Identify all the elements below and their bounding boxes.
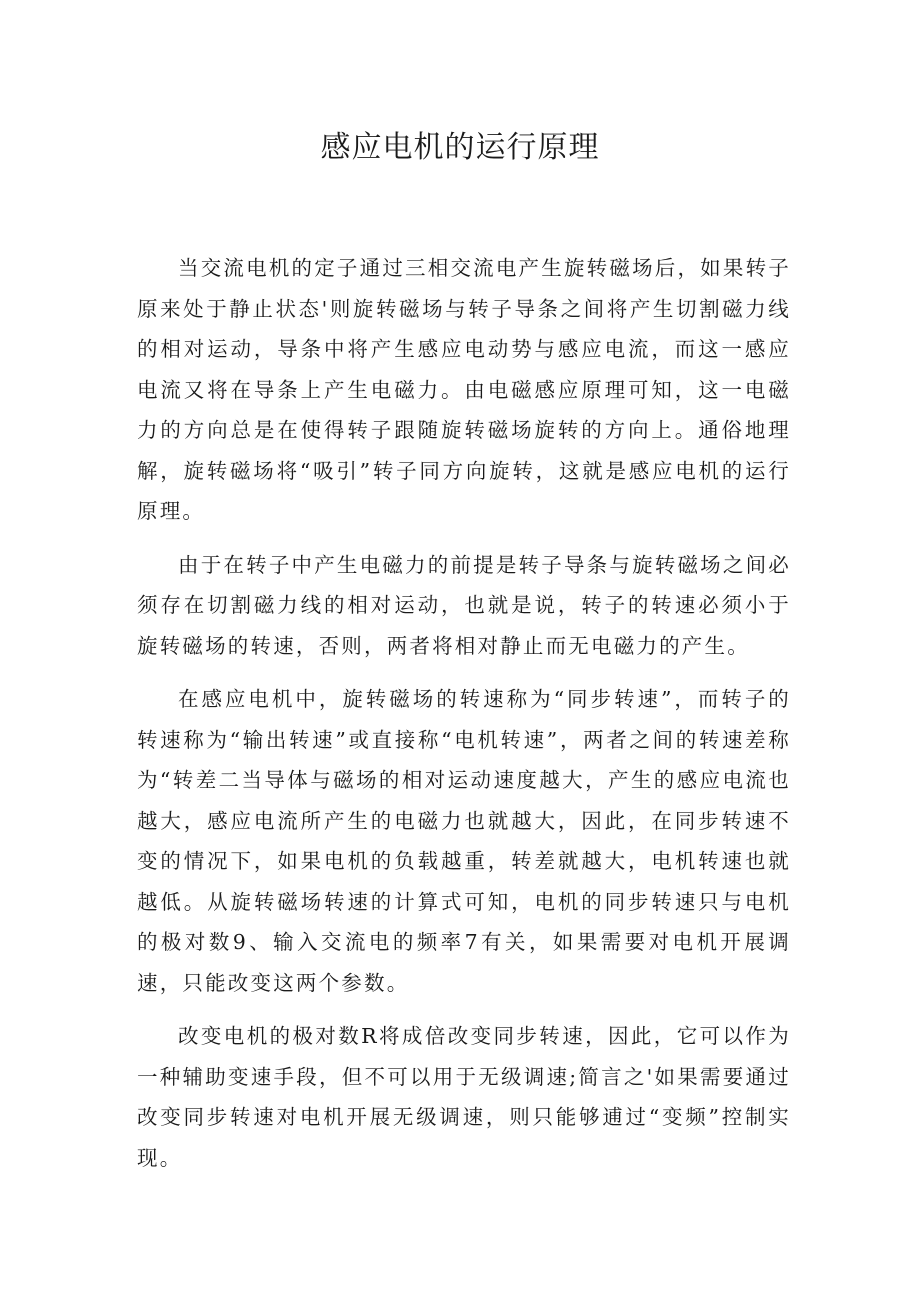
paragraph-3: 在感应电机中，旋转磁场的转速称为“同步转速”，而转子的转速称为“输出转速”或直接称“电机转速”，两者之间的转速差称为“转差二当导体与磁场的相对运动速度越大，产生的感应电流也越大，感应电流所产生的电磁力也就越大，因此，在同步转速不变的情况下，如果电机的负载越重，转差就越大，电机转速也就越低。从旋转磁场转速的计算式可知，电机的同步转速只与电机的极对数9、输入交流电的频率7有关，如果需要对电机开展调速，只能改变这两个参数。 [137,687,791,995]
paragraph-1: 当交流电机的定子通过三相交流电产生旋转磁场后，如果转子原来处于静止状态'则旋转磁场与转子导条之间将产生切割磁力线的相对运动，导条中将产生感应电动势与感应电流，而这一感应电流又将在导条上产生电磁力。由电磁感应原理可知，这一电磁力的方向总是在使得转子跟随旋转磁场旋转的方向上。通俗地理解，旋转磁场将“吸引”转子同方向旋转，这就是感应电机的运行原理。 [137,256,791,523]
document-title: 感应电机的运行原理 [320,130,600,165]
paragraph-4: 改变电机的极对数R将成倍改变同步转速，因此，它可以作为一种辅助变速手段，但不可以用于无级调速;简言之'如果需要通过改变同步转速对电机开展无级调速，则只能够逋过“变频”控制实现。 [137,1024,791,1170]
paragraph-2: 由于在转子中产生电磁力的前提是转子导条与旋转磁场之间必须存在切割磁力线的相对运动，也就是说，转子的转速必须小于旋转磁场的转速，否则，两者将相对静止而无电磁力的产生。 [137,552,791,658]
document-body [137,248,791,1191]
